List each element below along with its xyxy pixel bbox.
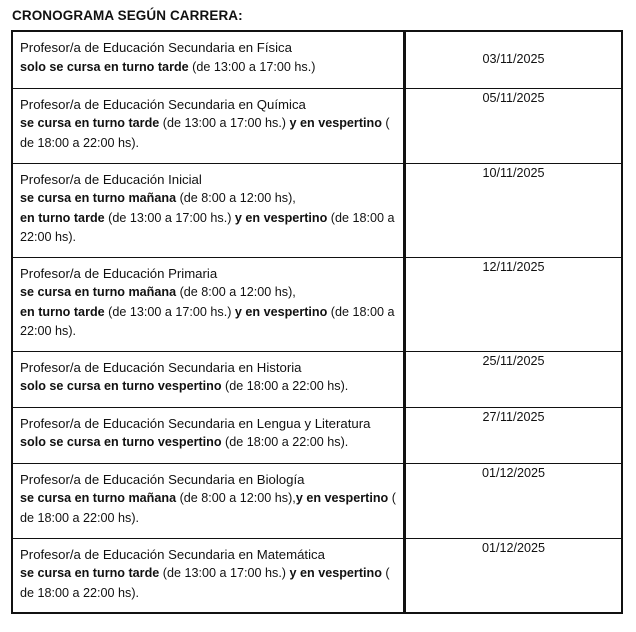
schedule-emphasis: se cursa en turno mañana [20,191,177,205]
career-title: Profesor/a de Educación Secundaria en Física [20,40,292,55]
schedule-hours: ( de 18:00 a 22:00 hs). [20,116,390,150]
career-cell [12,351,405,407]
schedule-emphasis: y en vespertino [234,210,328,225]
schedule-hours: (de 18:00 a 22:00 hs). [221,379,349,393]
schedule-hours: (de 18:00 a 22:00 hs). [20,304,395,338]
career-cell [12,463,405,538]
schedule-emphasis: solo se cursa en turno tarde [20,59,189,74]
schedule-emphasis: solo se cursa en turno vespertino [20,435,222,449]
schedule-hours: (de 8:00 a 12:00 hs), [176,285,296,299]
schedule-emphasis: se cursa en turno tarde [20,116,160,130]
schedule-hours: (de 13:00 a 17:00 hs.) [159,566,290,580]
schedule-hours: (de 13:00 a 17:00 hs.) [104,210,235,225]
career-cell [12,163,405,257]
schedule-hours: (de 8:00 a 12:00 hs), [176,491,296,505]
schedule-hours: (de 18:00 a 22:00 hs). [221,435,349,449]
date-cell: 10/11/2025 [405,163,623,257]
schedule-emphasis: en turno tarde [20,304,105,319]
date-cell: 27/11/2025 [405,407,623,463]
career-title: Profesor/a de Educación Secundaria en Biología [20,471,305,487]
schedule-hours: ( de 18:00 a 22:00 hs). [20,491,396,525]
schedule-emphasis: se cursa en turno tarde [20,566,160,580]
career-cell [12,257,405,351]
career-cell [12,31,405,88]
schedule-emphasis: y en vespertino [289,566,382,580]
career-title: Profesor/a de Educación Secundaria en Química [20,96,306,112]
date-cell: 01/12/2025 [405,538,623,613]
schedule-emphasis: y en vespertino [234,304,328,319]
date-cell: 05/11/2025 [405,88,623,163]
career-title: Profesor/a de Educación Secundaria en Matemática [20,546,325,562]
schedule-emphasis: solo se cursa en turno vespertino [20,379,222,393]
schedule-hours: (de 13:00 a 17:00 hs.) [188,59,316,74]
schedule-hours: (de 13:00 a 17:00 hs.) [104,304,235,319]
table-row [12,31,622,88]
schedule-emphasis: y en vespertino [289,116,382,130]
date-cell: 12/11/2025 [405,257,623,351]
career-title: Profesor/a de Educación Secundaria en Historia [20,359,302,375]
table-row [12,463,622,538]
schedule-emphasis: y en vespertino [295,491,389,505]
career-cell [12,88,405,163]
schedule-table-body [12,31,622,613]
career-title: Profesor/a de Educación Secundaria en Lengua y Literatura [20,415,371,431]
schedule-hours: (de 8:00 a 12:00 hs), [176,191,296,205]
date-cell: 01/12/2025 [405,463,623,538]
schedule-heading: CRONOGRAMA SEGÚN CARRERA: [12,8,243,23]
table-row [12,351,622,407]
table-row [12,163,622,257]
table-row [12,88,622,163]
date-cell: 03/11/2025 [405,31,623,88]
schedule-emphasis: en turno tarde [20,210,105,225]
schedule-table [11,30,623,614]
career-cell [12,407,405,463]
schedule-emphasis: se cursa en turno mañana [20,285,177,299]
table-row [12,407,622,463]
schedule-hours: (de 18:00 a 22:00 hs). [20,210,395,244]
career-title: Profesor/a de Educación Inicial [20,171,202,187]
schedule-hours: ( de 18:00 a 22:00 hs). [20,566,390,600]
table-row [12,257,622,351]
table-row [12,538,622,613]
schedule-emphasis: se cursa en turno mañana [20,491,177,505]
date-cell: 25/11/2025 [405,351,623,407]
career-cell [12,538,405,613]
schedule-hours: (de 13:00 a 17:00 hs.) [159,116,290,130]
career-title: Profesor/a de Educación Primaria [20,265,218,281]
